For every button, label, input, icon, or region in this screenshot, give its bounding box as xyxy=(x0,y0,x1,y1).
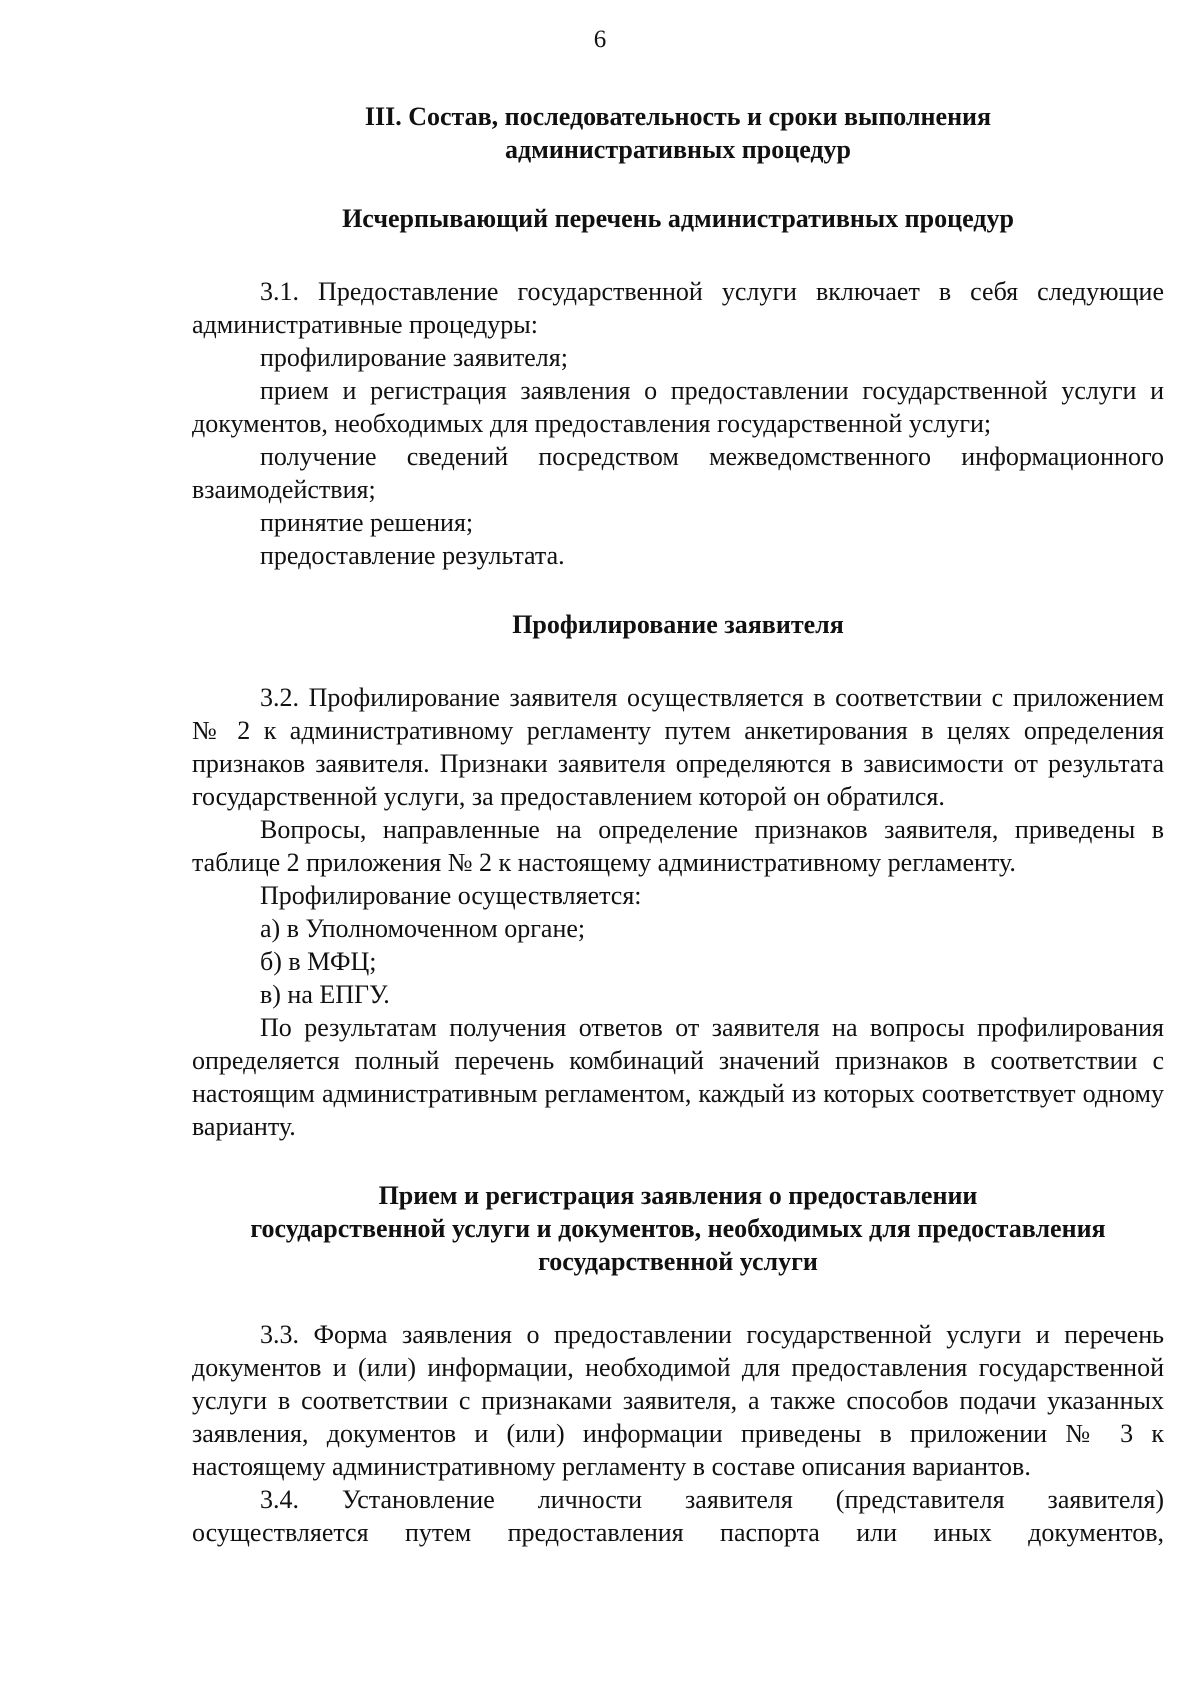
list-item: б) в МФЦ; xyxy=(260,947,377,976)
section-title xyxy=(192,100,1164,166)
paragraph-3-2: 3.2. Профилирование заявителя осуществляется в соответствии с приложением № 2 к административному регламенту путем анкетирования в целях определения признаков заявителя. Признаки заявителя определяются в зависимости от результата государственной услуги, за предоставлением которой он обратился. xyxy=(192,683,1164,811)
list-item: получение сведений посредством межведомственного информационного взаимодействия; xyxy=(192,442,1164,504)
document-body xyxy=(192,100,1164,1549)
paragraph-3-3: 3.3. Форма заявления о предоставлении государственной услуги и перечень документов и (или) информации, необходимой для предоставления государственной услуги в соответствии с признаками заявителя, а также способов подачи указанных заявления, документов и (или) информации приведены в приложении № 3 к настоящему административному регламенту в составе описания вариантов. xyxy=(192,1320,1164,1481)
paragraph: Профилирование осуществляется: xyxy=(260,881,642,910)
subsection-1-title: Исчерпывающий перечень административных процедур xyxy=(342,204,1014,233)
subsection-3-body xyxy=(192,1318,1164,1549)
list-item: принятие решения; xyxy=(260,508,474,537)
list-item: в) на ЕПГУ. xyxy=(260,980,390,1009)
paragraph: По результатам получения ответов от заявителя на вопросы профилирования определяется полный перечень комбинаций значений признаков в соответствии с настоящим административным регламентом, каждый из которых соответствует одному варианту. xyxy=(192,1013,1164,1141)
paragraph-3-4: 3.4. Установление личности заявителя (представителя заявителя) осуществляется путем предоставления паспорта или иных документов, xyxy=(192,1485,1164,1547)
list-item: а) в Уполномоченном органе; xyxy=(260,914,586,943)
section-title-line-1: III. Состав, последовательность и сроки выполнения xyxy=(364,102,992,131)
subsection-1-body xyxy=(192,275,1164,572)
subsection-2-title: Профилирование заявителя xyxy=(512,610,844,639)
subsection-3-title-line-3: государственной услуги xyxy=(538,1247,818,1276)
list-item: предоставление результата. xyxy=(260,541,565,570)
subsection-3-title xyxy=(192,1179,1164,1278)
subsection-3-title-line-2: государственной услуги и документов, необходимых для предоставления xyxy=(250,1214,1106,1243)
subsection-3-title-line-1: Прием и регистрация заявления о предоставлении xyxy=(378,1181,978,1210)
list-item: прием и регистрация заявления о предоставлении государственной услуги и документов, необходимых для предоставления государственной услуги; xyxy=(192,376,1164,438)
paragraph: Вопросы, направленные на определение признаков заявителя, приведены в таблице 2 приложения № 2 к настоящему административному регламенту. xyxy=(192,815,1164,877)
subsection-2-body xyxy=(192,681,1164,1143)
paragraph-3-1: 3.1. Предоставление государственной услуги включает в себя следующие административные процедуры: xyxy=(192,277,1164,339)
page-number: 6 xyxy=(593,26,607,53)
section-title-line-2: административных процедур xyxy=(504,135,852,164)
list-item: профилирование заявителя; xyxy=(260,343,568,372)
